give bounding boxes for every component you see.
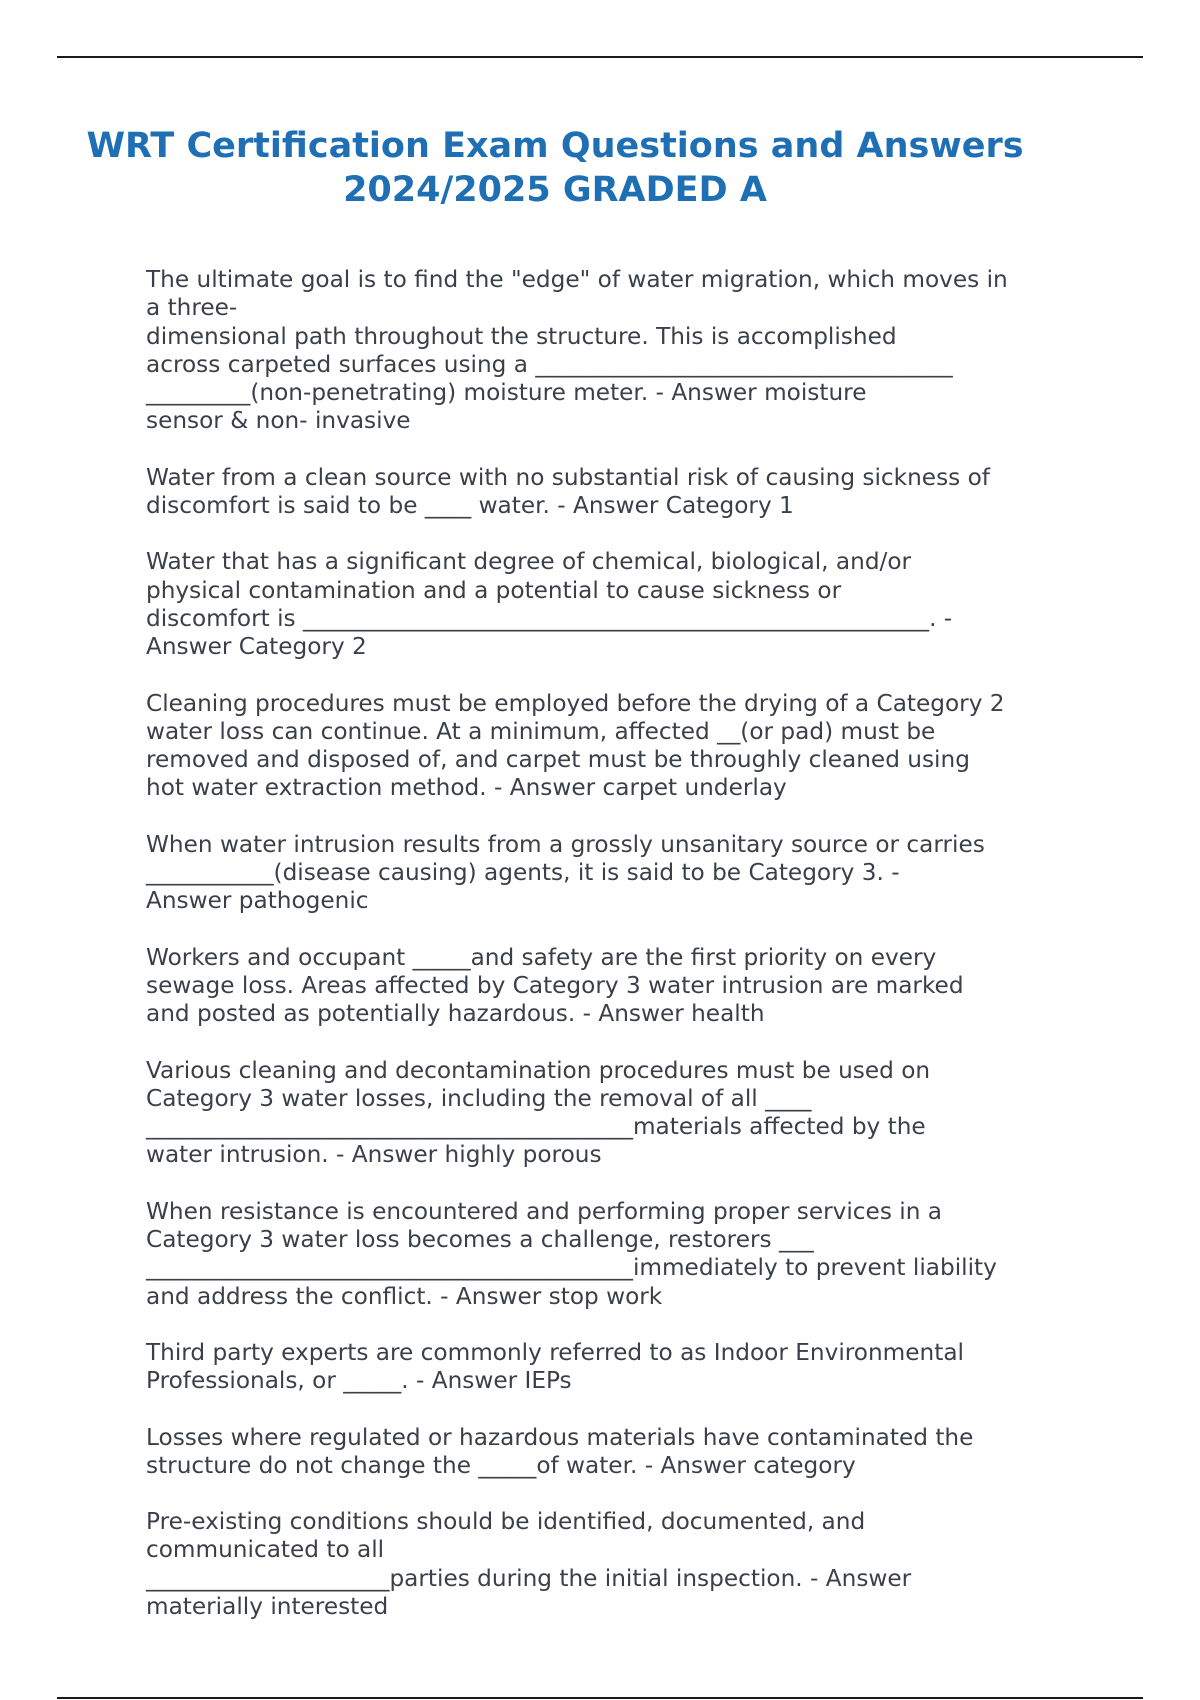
qa-line: dimensional path throughout the structure. This is accomplished — [146, 322, 897, 350]
qa-line: sewage loss. Areas affected by Category 3 water intrusion are marked — [146, 971, 964, 999]
qa-line: Pre-existing conditions should be identified, documented, and — [146, 1508, 866, 1536]
qa-line: Answer pathogenic — [146, 887, 369, 915]
qa-item — [146, 1198, 1046, 1311]
qa-item — [146, 1508, 1046, 1621]
qa-line: discomfort is ______________________________________________________. - — [146, 604, 953, 632]
qa-item — [146, 548, 1046, 661]
qa-line: _________(non-penetrating) moisture meter. - Answer moisture — [146, 379, 867, 407]
qa-line: materially interested — [146, 1592, 389, 1620]
qa-line: Third party experts are commonly referred to as Indoor Environmental — [146, 1338, 964, 1366]
qa-line: The ultimate goal is to find the "edge" of water migration, which moves in — [146, 266, 1008, 293]
qa-line: structure do not change the _____of water. - Answer category — [146, 1451, 856, 1479]
qa-line: sensor & non- invasive — [146, 407, 411, 435]
qa-item — [146, 464, 1046, 521]
qa-line: __________________________________________materials affected by the — [146, 1113, 926, 1141]
qa-line: __________________________________________immediately to prevent liability — [146, 1254, 997, 1282]
qa-line: hot water extraction method. - Answer carpet underlay — [146, 774, 787, 802]
qa-line: Water that has a significant degree of chemical, biological, and/or — [146, 548, 912, 576]
qa-line: across carpeted surfaces using a ____________________________________ — [146, 350, 953, 378]
qa-line: Category 3 water losses, including the removal of all ____ — [146, 1084, 812, 1112]
qa-line: water loss can continue. At a minimum, affected __(or pad) must be — [146, 717, 936, 745]
qa-item — [146, 944, 1046, 1029]
qa-line: a three- — [146, 294, 238, 322]
title-line-1: WRT Certification Exam Questions and Answers — [86, 126, 1024, 166]
qa-line: ___________(disease causing) agents, it is said to be Category 3. - — [146, 859, 900, 887]
qa-line: water intrusion. - Answer highly porous — [146, 1141, 602, 1169]
qa-line: Various cleaning and decontamination procedures must be used on — [146, 1056, 931, 1084]
qa-item — [146, 1424, 1046, 1481]
qa-line: Cleaning procedures must be employed before the drying of a Category 2 — [146, 689, 1005, 717]
qa-item — [146, 831, 1046, 916]
qa-line: When water intrusion results from a grossly unsanitary source or carries — [146, 830, 985, 858]
qa-item — [146, 266, 1046, 436]
qa-line: discomfort is said to be ____ water. - Answer Category 1 — [146, 492, 794, 520]
qa-item — [146, 1339, 1046, 1396]
qa-line: When resistance is encountered and performing proper services in a — [146, 1197, 942, 1225]
qa-line: and address the conflict. - Answer stop work — [146, 1282, 663, 1310]
qa-item — [146, 690, 1046, 803]
qa-line: removed and disposed of, and carpet must be throughly cleaned using — [146, 746, 970, 774]
qa-item — [146, 1057, 1046, 1170]
question-answer-list — [146, 266, 1046, 1649]
document-title — [40, 124, 1070, 212]
qa-line: and posted as potentially hazardous. - Answer health — [146, 1000, 765, 1028]
qa-line: physical contamination and a potential to cause sickness or — [146, 576, 842, 604]
qa-line: Water from a clean source with no substantial risk of causing sickness of — [146, 463, 990, 491]
bottom-rule — [57, 1697, 1143, 1699]
title-line-2: 2024/2025 GRADED A — [343, 170, 767, 210]
top-rule — [57, 56, 1143, 58]
qa-line: Losses where regulated or hazardous materials have contaminated the — [146, 1423, 974, 1451]
qa-line: communicated to all — [146, 1536, 385, 1564]
qa-line: Workers and occupant _____and safety are the first priority on every — [146, 943, 937, 971]
qa-line: Answer Category 2 — [146, 633, 367, 661]
qa-line: _____________________parties during the initial inspection. - Answer — [146, 1564, 912, 1592]
qa-line: Category 3 water loss becomes a challenge, restorers ___ — [146, 1226, 814, 1254]
qa-line: Professionals, or _____. - Answer IEPs — [146, 1367, 572, 1395]
